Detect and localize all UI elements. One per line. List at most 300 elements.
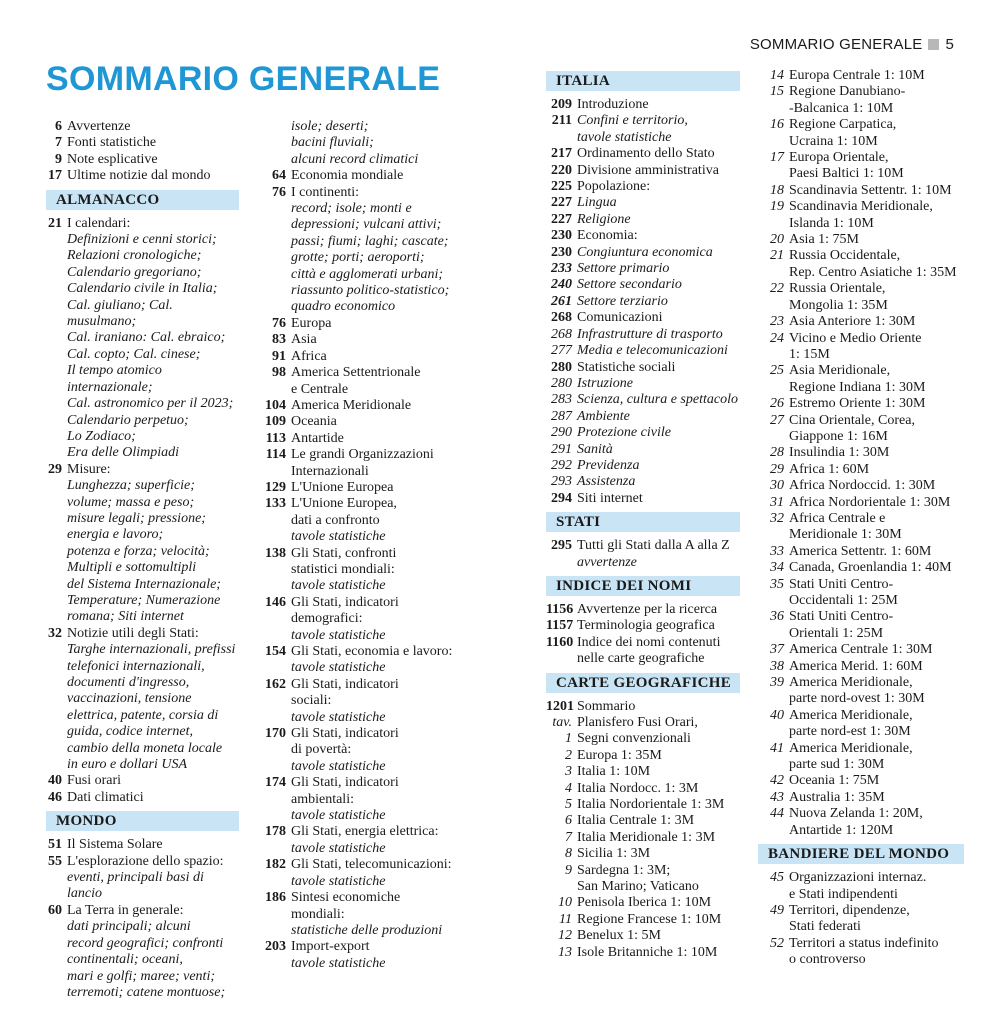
toc-entry [46, 216, 239, 462]
entry-body [577, 538, 740, 571]
entry-subtopic: del Sistema Internazionale; [67, 576, 221, 592]
toc-entry [546, 945, 740, 961]
entry-body [789, 331, 964, 364]
toc-entry [546, 602, 740, 618]
entry-title: Religione [577, 211, 631, 227]
section-heading: CARTE GEOGRAFICHE [546, 673, 740, 693]
entry-body [789, 560, 964, 576]
entry-body [789, 68, 964, 84]
toc-entry [546, 618, 740, 634]
toc-entry [546, 392, 740, 408]
entry-body [789, 642, 964, 658]
toc-entry [546, 245, 740, 261]
toc-column-3 [546, 66, 740, 961]
toc-entry [764, 445, 964, 461]
page-ref: 277 [551, 343, 572, 359]
entry-body [577, 343, 740, 359]
toc-entry [764, 675, 964, 708]
toc-entry [46, 119, 239, 135]
entry-title: America Meridionale, [789, 707, 913, 723]
page-ref: 129 [265, 479, 286, 495]
entry-subtopic: record geografici; confronti [67, 935, 224, 951]
entry-subtopic: telefonici internazionali, [67, 658, 205, 674]
entry-title: Ambiente [577, 408, 630, 424]
entry-title: Scandinavia Meridionale, [789, 199, 933, 215]
page-ref: tav. 1 [552, 715, 572, 747]
page-ref: 39 [770, 675, 784, 691]
page-ref: 33 [770, 543, 784, 559]
entry-continuation: dati a confronto [291, 512, 380, 528]
entry-continuation: e Stati indipendenti [789, 886, 898, 902]
toc-entry [764, 363, 964, 396]
page-ref: 283 [551, 392, 572, 408]
page-ref: 22 [770, 281, 784, 297]
page-ref: 14 [770, 68, 784, 83]
toc-entry [764, 609, 964, 642]
toc-entry [764, 84, 964, 117]
toc-entry [262, 595, 462, 644]
entry-subtopic: grotte; porti; aeroporti; [291, 250, 425, 266]
entry-title: Fonti statistiche [67, 135, 157, 151]
toc-entry [764, 462, 964, 478]
entry-title: Asia [291, 332, 317, 348]
entry-body [789, 806, 964, 839]
page-ref: 294 [551, 490, 572, 506]
entry-title: Estremo Oriente 1: 30M [789, 396, 926, 412]
entry-title: Nuova Zelanda 1: 20M, [789, 806, 923, 822]
entry-body [577, 327, 740, 343]
entry-title: Asia 1: 75M [789, 232, 859, 248]
page-ref: 12 [558, 928, 572, 944]
entry-body [789, 232, 964, 248]
toc-entry [262, 447, 462, 480]
page-ref: 240 [551, 277, 572, 293]
page-ref: 26 [770, 396, 784, 412]
page-number: 5 [945, 36, 954, 53]
entry-title: Regione Carpatica, [789, 117, 897, 133]
page-ref: 203 [265, 939, 286, 955]
entry-subtopic: Lunghezza; superficie; [67, 478, 195, 494]
entry-body [577, 602, 740, 618]
page-ref: 186 [265, 890, 286, 906]
entry-title: Australia 1: 35M [789, 789, 885, 805]
entry-title: Tutti gli Stati dalla A alla Z [577, 538, 730, 554]
page-ref: 268 [551, 326, 572, 342]
page-ref: 209 [551, 97, 572, 112]
toc-entry [46, 135, 239, 151]
entry-subtopic: tavole statistiche [291, 660, 386, 676]
entry-body [67, 462, 239, 626]
entry-body [577, 945, 740, 961]
entry-title: Ultime notizie dal mondo [67, 168, 211, 184]
page-ref: 17 [48, 168, 62, 184]
toc-entry [546, 409, 740, 425]
page-ref: 138 [265, 545, 286, 561]
entry-title: Africa 1: 60M [789, 461, 870, 477]
entry-body [789, 84, 964, 117]
page-ref: 28 [770, 445, 784, 461]
entry-subtopic: tavole statistiche [291, 578, 386, 594]
page-ref: 154 [265, 644, 286, 659]
page-ref: 9 [55, 151, 62, 167]
entry-body [789, 936, 964, 969]
page-ref: 32 [48, 625, 62, 641]
toc-entry [262, 480, 462, 496]
page-ref: 52 [770, 935, 784, 951]
section-heading: ITALIA [546, 71, 740, 91]
entry-body [789, 741, 964, 774]
entry-subtopic: continentali; oceani, [67, 952, 183, 968]
entry-title: Planisfero Fusi Orari, [577, 715, 698, 730]
running-title: SOMMARIO GENERALE [749, 36, 923, 53]
toc-entry [764, 659, 964, 675]
entry-continuation: parte nord-est 1: 30M [789, 724, 911, 740]
entry-continuation: Rep. Centro Asiatiche 1: 35M [789, 264, 957, 280]
page-ref: 10 [558, 895, 572, 911]
entry-title: Regione Francese 1: 10M [577, 911, 722, 927]
toc-entry [546, 699, 740, 715]
entry-subtopic: in euro e dollari USA [67, 757, 188, 773]
page-ref: 227 [551, 211, 572, 227]
page-ref: 109 [265, 414, 286, 430]
toc-column-2 [262, 119, 462, 972]
entry-body [577, 294, 740, 310]
entry-body [789, 413, 964, 446]
toc-entry [764, 396, 964, 412]
entry-body [291, 546, 462, 595]
entry-subtopic: Calendario perpetuo; [67, 412, 189, 428]
page-ref: 268 [551, 310, 572, 326]
page-ref: 21 [48, 215, 62, 231]
entry-body [789, 183, 964, 199]
entry-subtopic: tavole statistiche [291, 873, 386, 889]
entry-subtopic: tavole statistiche [291, 758, 386, 774]
entry-body [577, 813, 740, 829]
entry-title: Europa Orientale, [789, 150, 889, 166]
entry-body [577, 409, 740, 425]
entry-title: Economia mondiale [291, 168, 404, 184]
entry-subtopic: depressioni; vulcani attivi; [291, 217, 442, 233]
page-title: SOMMARIO GENERALE [46, 60, 441, 98]
toc-entry [546, 294, 740, 310]
entry-subtopic: internazionale; [67, 379, 153, 395]
entry-title: Insulindia 1: 30M [789, 445, 890, 461]
entry-title: Le grandi Organizzazioni [291, 447, 434, 463]
page-ref: 18 [770, 182, 784, 198]
entry-body [577, 360, 740, 376]
entry-title: Italia 1: 10M [577, 764, 651, 780]
toc-entry [764, 281, 964, 314]
toc-entry [764, 806, 964, 839]
entry-continuation: parte nord-ovest 1: 30M [789, 691, 925, 707]
page-ref: 211 [551, 113, 572, 129]
entry-body [577, 715, 740, 748]
entry-title: Settore terziario [577, 293, 668, 309]
toc-entry [546, 912, 740, 928]
page-ref: 55 [48, 853, 62, 869]
entry-continuation: sociali: [291, 693, 332, 709]
page-ref: 38 [770, 658, 784, 674]
entry-title: Istruzione [577, 375, 633, 391]
entry-title: L'esplorazione dello spazio: [67, 853, 224, 869]
page-ref: 44 [770, 806, 784, 822]
page-ref: 261 [551, 293, 572, 309]
entry-title: Sintesi economiche [291, 890, 401, 906]
entry-title: Oceania 1: 75M [789, 773, 880, 789]
entry-body [291, 185, 462, 316]
entry-title: America Meridionale, [789, 675, 913, 691]
page-ref: 280 [551, 375, 572, 391]
entry-body [789, 445, 964, 461]
page-ref: 182 [265, 857, 286, 873]
entry-title: La Terra in generale: [67, 902, 184, 918]
entry-title: Benelux 1: 5M [577, 928, 661, 944]
page-ref: 292 [551, 457, 572, 473]
entry-title: Terminologia geografica [577, 618, 715, 634]
entry-title: Cina Orientale, Corea, [789, 412, 915, 428]
toc-entry [46, 152, 239, 168]
entry-continuation: Segni convenzionali [577, 731, 691, 747]
page-ref: 17 [770, 150, 784, 166]
entry-title: America Settentrionale [291, 365, 421, 381]
toc-entry [546, 764, 740, 780]
entry-body [789, 511, 964, 544]
entry-body [789, 396, 964, 412]
toc-entry [546, 846, 740, 862]
toc-entry [262, 316, 462, 332]
entry-body [577, 912, 740, 928]
entry-subtopic: Cal. iraniano: Cal. ebraico; [67, 330, 226, 346]
page-ref: 7 [565, 829, 572, 845]
entry-body [789, 478, 964, 494]
page-ref: 287 [551, 408, 572, 424]
entry-title: Penisola Iberica 1: 10M [577, 895, 712, 911]
page-ref: 227 [551, 195, 572, 211]
toc-entry [546, 425, 740, 441]
entry-body [291, 431, 462, 447]
entry-title: Indice dei nomi contenuti [577, 634, 721, 650]
toc-entry [546, 635, 740, 668]
entry-body [291, 119, 462, 168]
toc-entry [546, 310, 740, 326]
entry-body [577, 928, 740, 944]
entry-title: Gli Stati, confronti [291, 545, 397, 561]
page-ref: 43 [770, 789, 784, 805]
entry-body [577, 618, 740, 634]
entry-title: Italia Meridionale 1: 3M [577, 829, 716, 845]
toc-entry [546, 813, 740, 829]
page-ref [262, 119, 291, 168]
toc-entry [262, 890, 462, 939]
entry-body [291, 365, 462, 398]
entry-body [577, 830, 740, 846]
entry-title: Confini e territorio, [577, 113, 688, 129]
entry-subtopic: Definizioni e cenni storici; [67, 232, 217, 248]
toc-entry [546, 863, 740, 896]
page-ref: 49 [770, 902, 784, 918]
entry-body [577, 245, 740, 261]
entry-subtopic: mari e golfi; maree; venti; [67, 968, 215, 984]
toc-entry [46, 462, 239, 626]
entry-subtopic: Il tempo atomico [67, 363, 162, 379]
toc-entry [764, 68, 964, 84]
page-ref: 11 [559, 911, 572, 927]
entry-continuation: nelle carte geografiche [577, 651, 705, 667]
entry-continuation: parte sud 1: 30M [789, 757, 885, 773]
entry-continuation: Ucraina 1: 10M [789, 133, 878, 149]
entry-continuation: o controverso [789, 952, 866, 968]
entry-continuation: di povertà: [291, 742, 352, 758]
toc-entry [764, 741, 964, 774]
entry-body [789, 462, 964, 478]
entry-subtopic: Calendario gregoriano; [67, 264, 202, 280]
entry-subtopic: energia e lavoro; [67, 527, 164, 543]
entry-subtopic: terremoti; catene montuose; [67, 984, 226, 1000]
entry-title: America Settentr. 1: 60M [789, 543, 932, 559]
entry-body [291, 349, 462, 365]
page-ref: 146 [265, 594, 286, 610]
entry-title: Scandinavia Settentr. 1: 10M [789, 182, 952, 198]
entry-subtopic: eventi, principali basi di lancio [67, 870, 204, 902]
toc-entry [262, 677, 462, 726]
page-ref: 76 [272, 315, 286, 331]
toc-entry [546, 781, 740, 797]
entry-title: Settore primario [577, 261, 670, 277]
entry-body [291, 644, 462, 677]
entry-title: Fusi orari [67, 773, 122, 789]
page-ref: 35 [770, 576, 784, 592]
toc-entry [46, 773, 239, 789]
entry-title: Economia: [577, 228, 638, 244]
page-ref: 7 [55, 135, 62, 151]
section-heading: ALMANACCO [46, 190, 239, 210]
entry-subtopic: statistiche delle produzioni [291, 922, 443, 938]
entry-subtopic: avvertenze [577, 554, 637, 570]
entry-title: Africa Nordoccid. 1: 30M [789, 478, 936, 494]
entry-title: Media e telecomunicazioni [577, 343, 728, 359]
entry-title: Isole Britanniche 1: 10M [577, 944, 718, 960]
entry-title: Gli Stati, energia elettrica: [291, 824, 439, 840]
page-ref: 225 [551, 179, 572, 195]
toc-entry [764, 413, 964, 446]
page-ref: 15 [770, 84, 784, 100]
toc-entry [546, 277, 740, 293]
entry-body [67, 854, 239, 903]
toc-entry [46, 790, 239, 806]
square-marker-icon [928, 39, 939, 50]
entry-body [67, 152, 239, 168]
entry-title: Stati Uniti Centro- [789, 576, 894, 592]
entry-body [291, 824, 462, 857]
page-ref: 162 [265, 676, 286, 692]
entry-title: Misure: [67, 461, 111, 477]
toc-entry [764, 314, 964, 330]
entry-continuation: Occidentali 1: 25M [789, 593, 898, 608]
entry-title: Statistiche sociali [577, 359, 676, 375]
entry-body [789, 790, 964, 806]
page-ref: 23 [770, 314, 784, 330]
entry-body [789, 773, 964, 789]
page-ref: 2 [565, 747, 572, 763]
entry-body [577, 442, 740, 458]
entry-title: Avvertenze [67, 119, 131, 134]
entry-title: Dati climatici [67, 789, 144, 805]
page-ref: 27 [770, 412, 784, 428]
entry-body [291, 726, 462, 775]
entry-body [67, 903, 239, 1001]
toc-entry [764, 790, 964, 806]
entry-body [789, 281, 964, 314]
entry-title: Europa 1: 35M [577, 747, 662, 763]
page-ref: 37 [770, 642, 784, 658]
toc-entry [262, 414, 462, 430]
page-ref: 32 [770, 510, 784, 526]
toc-entry [262, 349, 462, 365]
entry-body [789, 363, 964, 396]
page-ref: 230 [551, 228, 572, 244]
entry-body [577, 458, 740, 474]
entry-body [67, 119, 239, 135]
page-ref: 42 [770, 773, 784, 789]
page-ref: 295 [551, 538, 572, 554]
toc-entry [546, 474, 740, 490]
entry-subtopic: tavole statistiche [291, 955, 386, 971]
entry-subtopic: Cal. astronomico per il 2023; [67, 396, 234, 412]
toc-entry [546, 830, 740, 846]
entry-title: L'Unione Europea [291, 479, 394, 495]
entry-title: Il Sistema Solare [67, 837, 163, 853]
entry-title: Assistenza [577, 474, 636, 490]
entry-subtopic: guida, codice internet, [67, 724, 193, 740]
entry-body [577, 635, 740, 668]
entry-body [577, 277, 740, 293]
entry-subtopic: riassunto politico-statistico; [291, 283, 450, 299]
entry-continuation: Meridionale 1: 30M [789, 527, 902, 543]
entry-title: L'Unione Europea, [291, 496, 397, 512]
entry-body [789, 708, 964, 741]
toc-entry [546, 442, 740, 458]
entry-continuation: Paesi Baltici 1: 10M [789, 166, 904, 182]
toc-entry [546, 928, 740, 944]
toc-entry [262, 119, 462, 168]
entry-subtopic: Era delle Olimpiadi [67, 445, 179, 461]
toc-entry [262, 546, 462, 595]
entry-subtopic: Targhe internazionali, prefissi [67, 642, 236, 658]
page-ref: 20 [770, 232, 784, 248]
page-ref: 280 [551, 359, 572, 375]
entry-title: Congiuntura economica [577, 244, 713, 260]
entry-title: Regione Danubiano- [789, 84, 906, 100]
page-ref: 217 [551, 146, 572, 162]
toc-entry [546, 458, 740, 474]
entry-body [577, 863, 740, 896]
entry-continuation: Mongolia 1: 35M [789, 297, 888, 313]
entry-body [291, 168, 462, 184]
entry-title: Gli Stati, indicatori [291, 676, 399, 692]
toc-entry [546, 163, 740, 179]
toc-entry [546, 146, 740, 162]
toc-entry [764, 903, 964, 936]
page-ref: 31 [770, 494, 784, 510]
entry-subtopic: documenti d'ingresso, [67, 675, 190, 690]
toc-entry [262, 775, 462, 824]
toc-entry [546, 228, 740, 244]
entry-continuation: Regione Indiana 1: 30M [789, 379, 926, 395]
page-ref: 76 [272, 184, 286, 200]
entry-subtopic: potenza e forza; velocità; [67, 543, 210, 559]
entry-title: America Meridionale, [789, 740, 913, 756]
entry-title: Sanità [577, 441, 613, 457]
